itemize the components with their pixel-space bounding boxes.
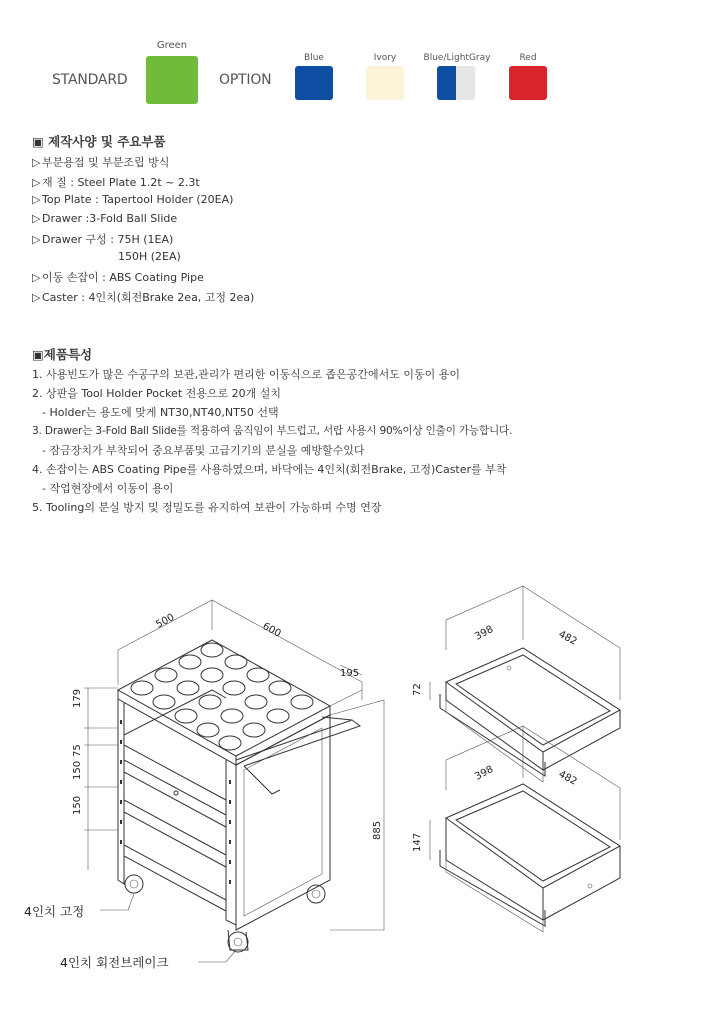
main-dimension-lines (84, 600, 384, 930)
callout-fixed-caster: 4인치 고정 (24, 904, 85, 919)
callout-brake-caster: 4인치 회전브레이크 (60, 955, 169, 970)
features-heading: ▣제품특성 (32, 347, 93, 362)
option-label: OPTION (219, 72, 272, 88)
cabinet-drawing (0, 560, 709, 1019)
dim-small-height: 72 (412, 683, 423, 696)
dim-large-width: 398 (473, 763, 496, 783)
dim-small-width: 398 (473, 623, 496, 643)
swatch-label-blue-lightgray: Blue/LightGray (423, 53, 491, 63)
feature-item: 1. 사용빈도가 많은 수공구의 보관,관리가 편리한 이동식으로 좁은공간에서도 이동이 용이 (32, 368, 460, 381)
feature-item: 2. 상판을 Tool Holder Pocket 전용으로 20개 설치 (32, 387, 282, 400)
dim-large-height: 147 (412, 832, 423, 852)
drawer-small (430, 586, 620, 782)
spec-item: ▷ 재 질 : Steel Plate 1.2t ~ 2.3t (32, 176, 200, 189)
post-holes (120, 720, 231, 884)
spec-item: ▷ Top Plate : Tapertool Holder (20EA) (32, 193, 234, 206)
feature-item: - Holder는 용도에 맞게 NT30,NT40,NT50 선택 (42, 406, 279, 419)
cabinet-body (118, 640, 360, 952)
swatch-label-ivory: Ivory (373, 53, 397, 63)
caster-wheels (125, 875, 325, 952)
dim-top: 179 (72, 688, 83, 708)
standard-label: STANDARD (52, 72, 128, 88)
callout-leader-fixed (100, 894, 134, 910)
swatch-blue-lightgray (437, 66, 475, 100)
spec-item: 150H (2EA) (118, 250, 181, 263)
dim-handle: 195 (340, 668, 360, 679)
swatch-label-green: Green (156, 40, 188, 51)
spec-item: ▷ Drawer :3-Fold Ball Slide (32, 212, 178, 225)
swatch-label-red: Red (519, 53, 537, 63)
feature-item: - 잠금장치가 부착되어 중요부품및 고급기기의 분실을 예방할수있다 (42, 444, 365, 457)
dim-large-depth: 482 (556, 768, 579, 788)
spec-heading: ▣ 제작사양 및 주요부품 (32, 134, 166, 149)
feature-item: 5. Tooling의 분실 방지 및 정밀도를 유지하여 보관이 가능하며 수명 연장 (32, 501, 382, 514)
feature-item: 4. 손잡이는 ABS Coating Pipe를 사용하였으며, 바닥에는 4인치(회전Brake, 고정)Caster를 부착 (32, 463, 507, 476)
dim-small-depth: 482 (556, 628, 579, 648)
spec-item: ▷ 부분용접 및 부분조립 방식 (32, 156, 170, 169)
callout-leader-brake (198, 950, 236, 962)
tool-holders (131, 643, 313, 750)
swatch-blue (295, 66, 333, 100)
dim-height: 885 (372, 820, 383, 840)
swatch-label-blue: Blue (304, 53, 324, 63)
dim-drawer-1: 75 (72, 744, 83, 757)
feature-item: 3. Drawer는 3-Fold Ball Slide를 적용하여 움직임이 부드럽고, 서랍 사용시 90%이상 인출이 가능합니다. (32, 425, 513, 437)
swatch-green (146, 56, 198, 104)
swatch-red (509, 66, 547, 100)
feature-item: - 작업현장에서 이동이 용이 (42, 482, 174, 495)
spec-item: ▷ Drawer 구성 : 75H (1EA) (32, 233, 174, 246)
dim-depth: 600 (260, 620, 283, 640)
spec-item: ▷ Caster : 4인치(회전Brake 2ea, 고정 2ea) (32, 291, 255, 304)
dim-drawer-3: 150 (72, 795, 83, 815)
spec-item: ▷ 이동 손잡이 : ABS Coating Pipe (32, 271, 204, 284)
dim-drawer-2: 150 (72, 760, 83, 780)
dim-width: 500 (154, 611, 177, 631)
swatch-ivory (366, 66, 404, 100)
